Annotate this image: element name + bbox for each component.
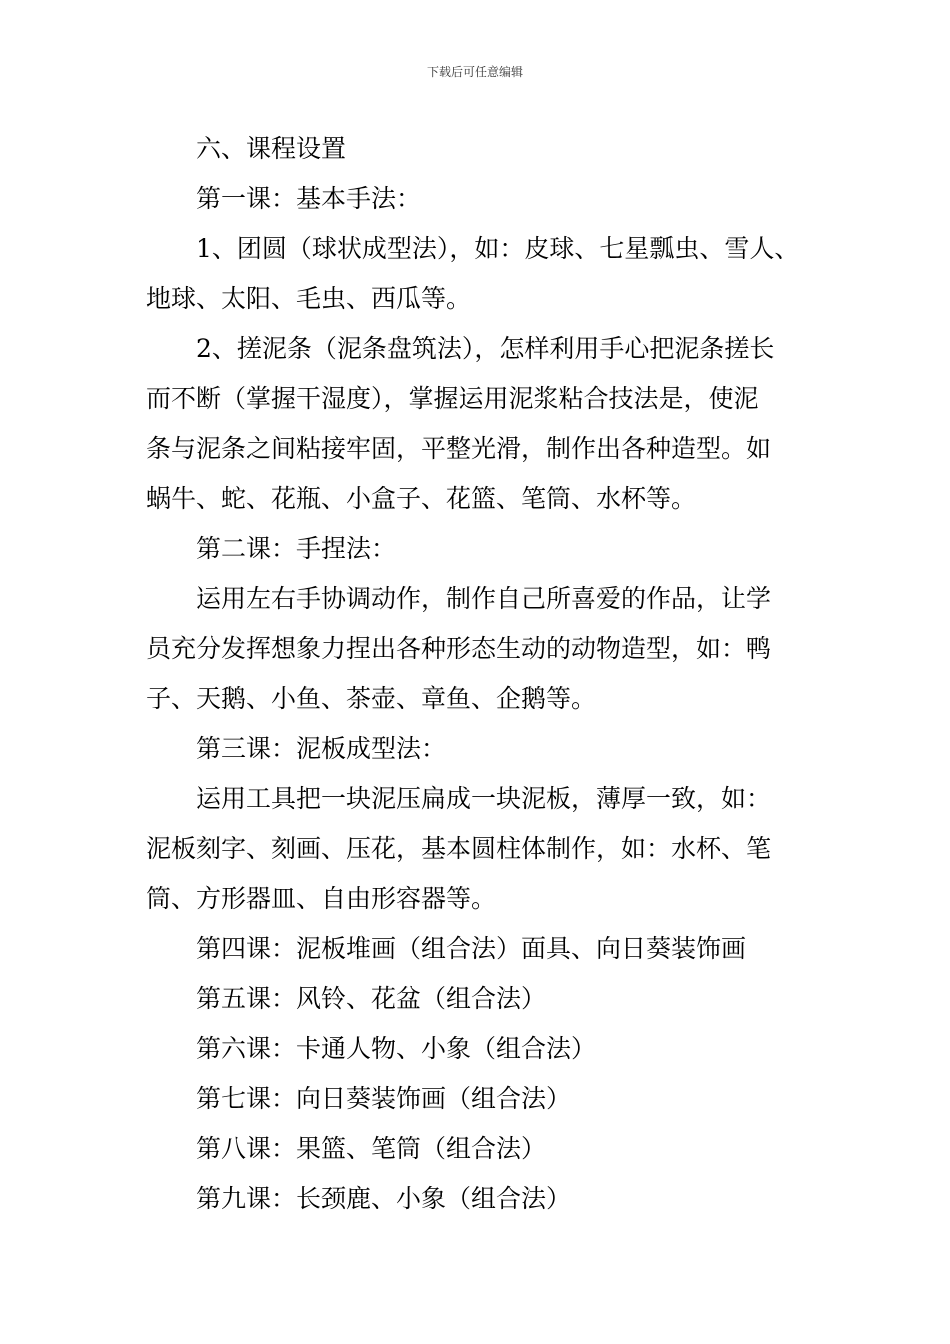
paragraph-line: 子、天鹅、小鱼、茶壶、章鱼、企鹅等。 bbox=[146, 684, 597, 713]
paragraph-line: 2、搓泥条（泥条盘筑法），怎样利用手心把泥条搓长 bbox=[196, 334, 775, 363]
paragraph-line: 蜗牛、蛇、花瓶、小盒子、花篮、笔筒、水杯等。 bbox=[146, 484, 697, 513]
paragraph-line: 员充分发挥想象力捏出各种形态生动的动物造型，如：鸭 bbox=[146, 634, 772, 663]
lesson-5-title: 第五课：风铃、花盆（组合法） bbox=[196, 984, 547, 1013]
lesson-1-title: 第一课：基本手法： bbox=[196, 184, 422, 213]
paragraph-line: 泥板刻字、刻画、压花，基本圆柱体制作，如：水杯、笔 bbox=[146, 834, 772, 863]
document-body bbox=[146, 124, 826, 1224]
section-heading: 六、课程设置 bbox=[196, 134, 347, 163]
paragraph-line: 筒、方形器皿、自由形容器等。 bbox=[146, 884, 497, 913]
lesson-3-title: 第三课：泥板成型法： bbox=[196, 734, 447, 763]
lesson-6-title: 第六课：卡通人物、小象（组合法） bbox=[196, 1034, 597, 1063]
paragraph-line: 条与泥条之间粘接牢固，平整光滑，制作出各种造型。如 bbox=[146, 434, 772, 463]
lesson-2-title: 第二课：手捏法： bbox=[196, 534, 397, 563]
lesson-8-title: 第八课：果篮、笔筒（组合法） bbox=[196, 1134, 547, 1163]
paragraph-line: 运用左右手协调动作，制作自己所喜爱的作品，让学 bbox=[196, 584, 772, 613]
lesson-9-title: 第九课：长颈鹿、小象（组合法） bbox=[196, 1184, 572, 1213]
lesson-4-title: 第四课：泥板堆画（组合法）面具、向日葵装饰画 bbox=[196, 934, 747, 963]
paragraph-line: 运用工具把一块泥压扁成一块泥板，薄厚一致，如： bbox=[196, 784, 772, 813]
paragraph-line: 地球、太阳、毛虫、西瓜等。 bbox=[146, 284, 472, 313]
page-header: 下载后可任意编辑 bbox=[426, 65, 523, 79]
paragraph-line: 1、团圆（球状成型法），如：皮球、七星瓢虫、雪人、 bbox=[196, 234, 800, 263]
paragraph-line: 而不断（掌握干湿度），掌握运用泥浆粘合技法是，使泥 bbox=[146, 384, 759, 413]
lesson-7-title: 第七课：向日葵装饰画（组合法） bbox=[196, 1084, 572, 1113]
